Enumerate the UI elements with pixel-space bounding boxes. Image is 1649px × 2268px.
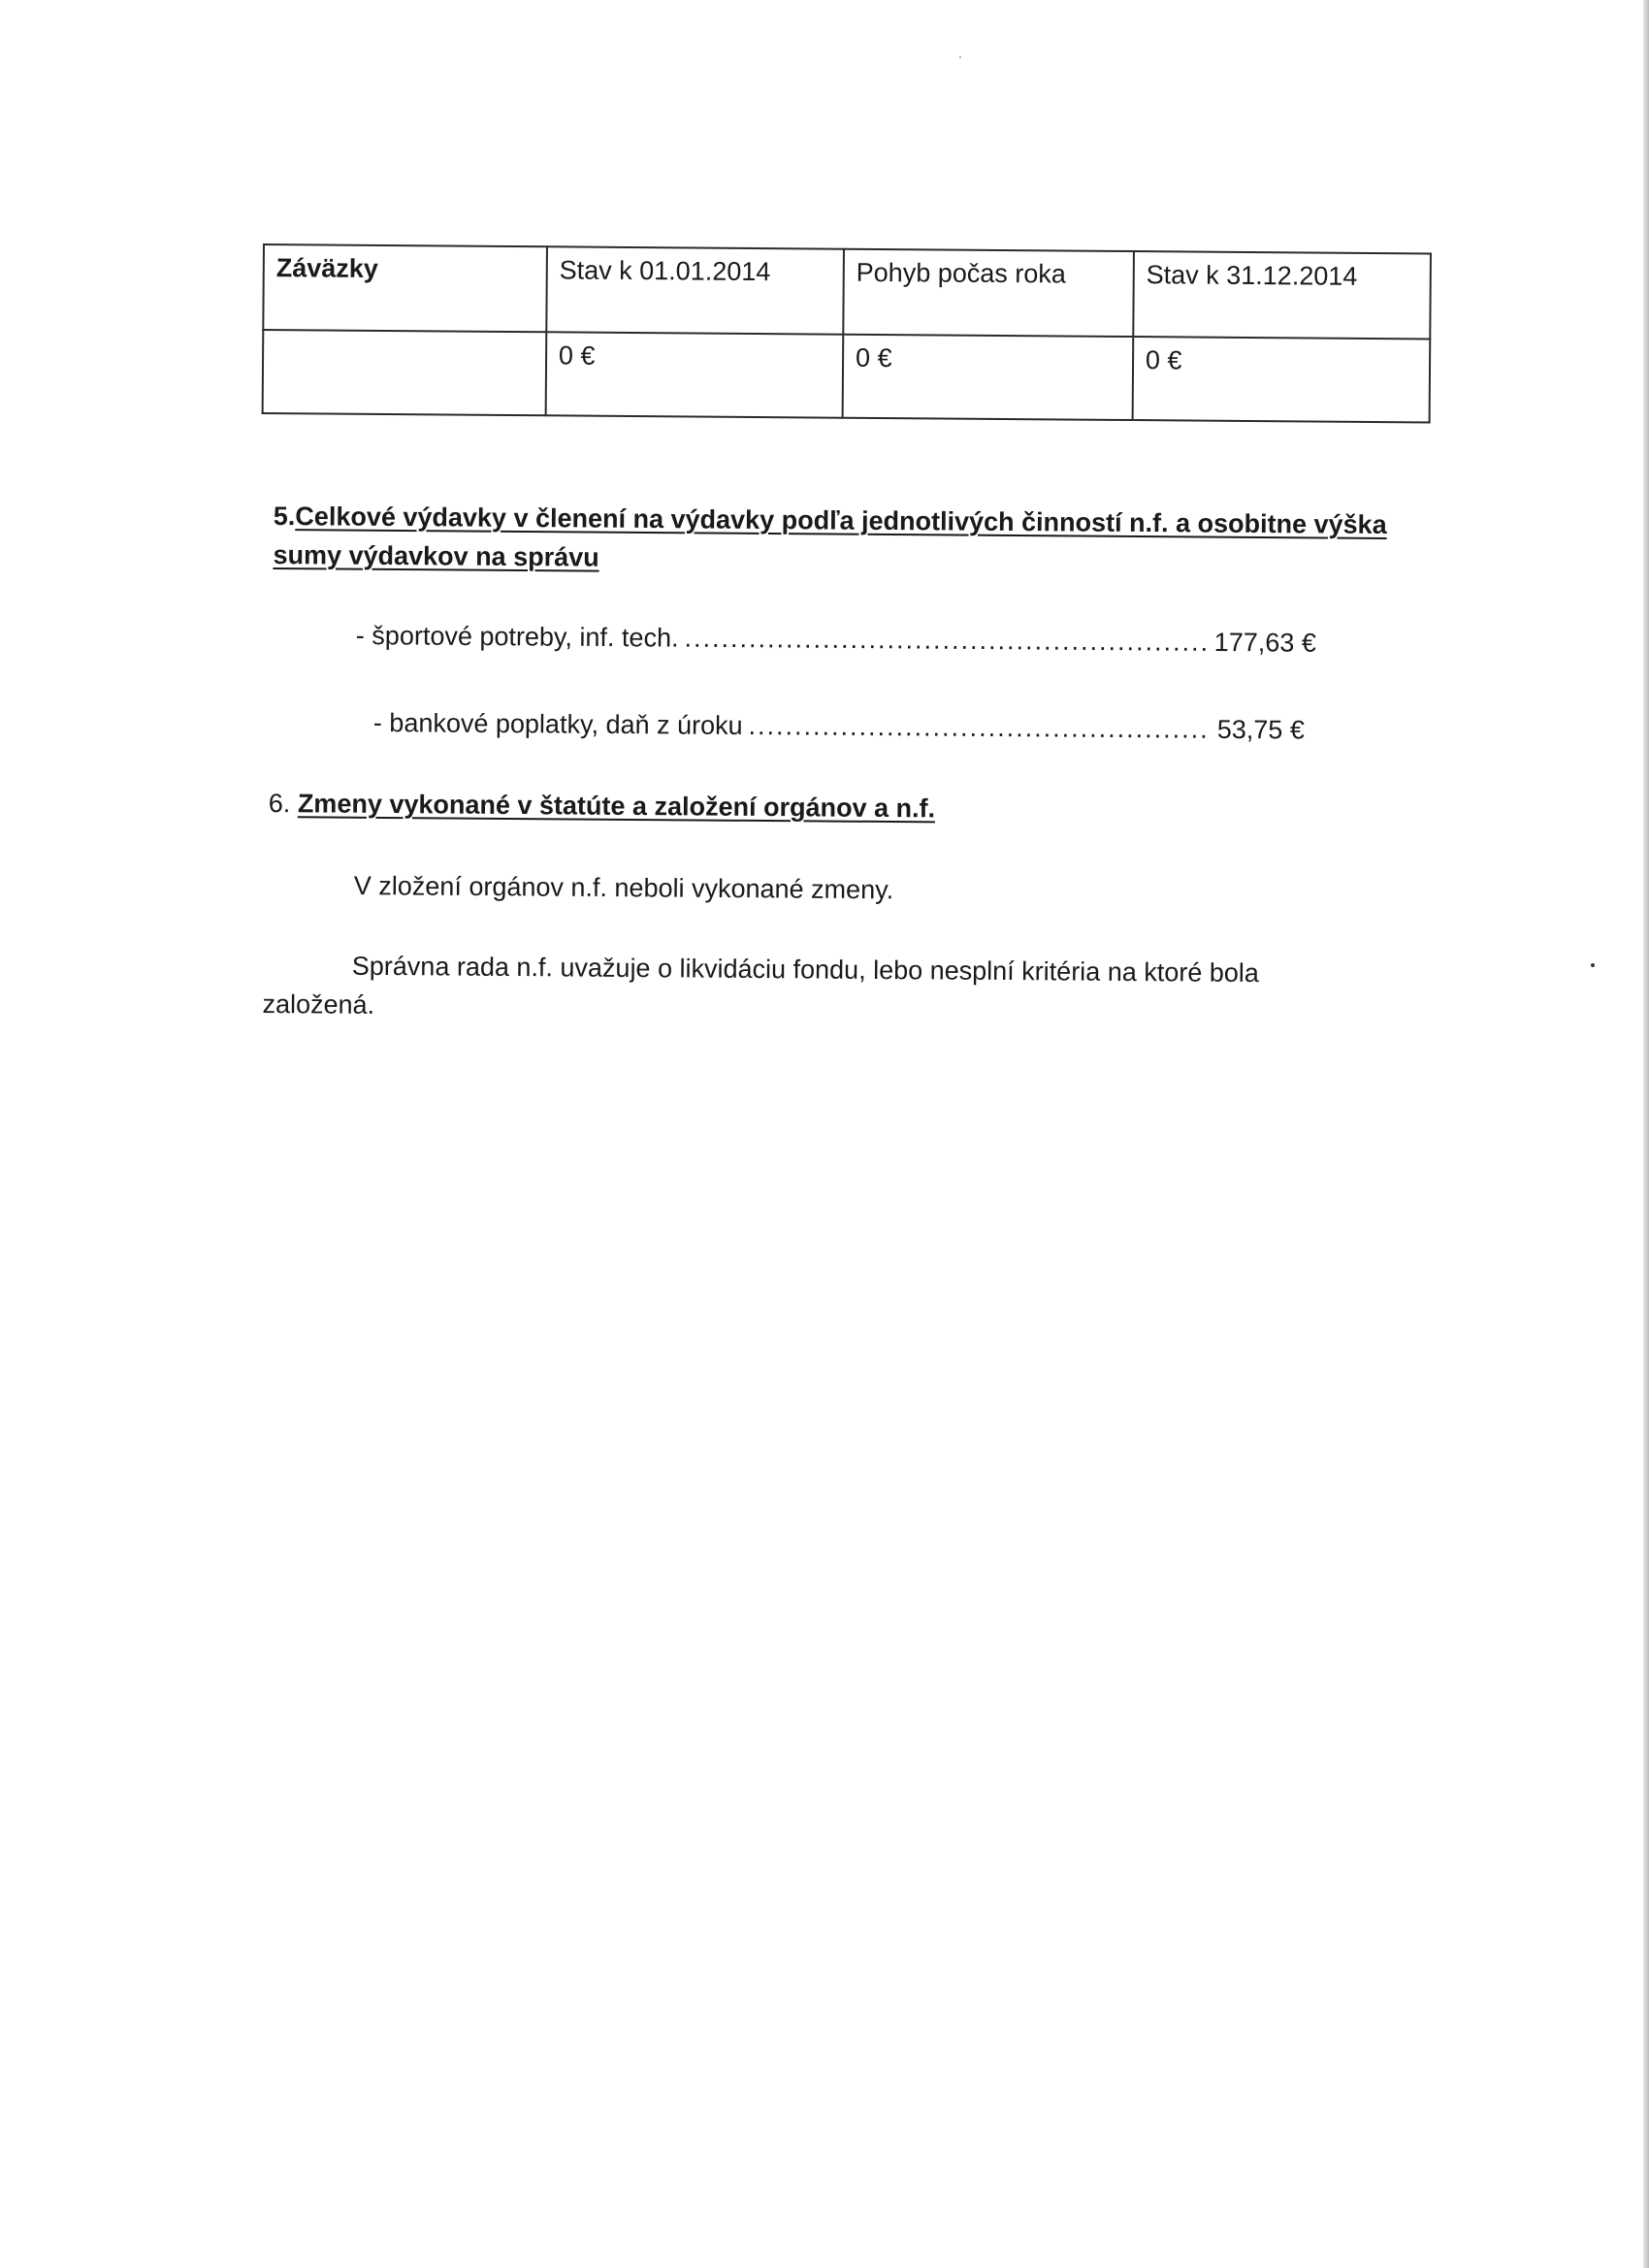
expense-amount: 177,63 €: [1213, 627, 1316, 658]
table-cell: 0 €: [843, 335, 1134, 420]
paragraph: V zložení orgánov n.f. neboli vykonané zmeny.: [353, 870, 894, 905]
section-6-heading: [269, 784, 1142, 829]
expense-label: - športové potreby, inf. tech.: [355, 621, 679, 653]
expense-item: [373, 708, 1305, 746]
expense-amount: 53,75 €: [1216, 714, 1305, 745]
dot-leader: [748, 711, 1211, 745]
scan-speck: [959, 56, 961, 58]
section-5-heading: [273, 497, 1408, 583]
table-cell: 0 €: [545, 332, 843, 417]
table-header-cell: Pohyb počas roka: [843, 249, 1134, 337]
table-cell: 0 €: [1133, 337, 1431, 422]
expense-item: [356, 621, 1316, 659]
table-header-cell: Záväzky: [263, 244, 547, 332]
table-header-row: [263, 244, 1431, 339]
section-title: Zmeny vykonané v štatúte a založení orgánov a n.f.: [297, 789, 936, 824]
expense-label: - bankové poplatky, daň z úroku: [372, 708, 743, 740]
liabilities-table: [262, 243, 1432, 423]
scan-speck: [1591, 963, 1595, 967]
table-header-cell: Stav k 01.01.2014: [546, 246, 844, 334]
section-number: 5.: [273, 501, 296, 532]
table-row: [263, 330, 1431, 422]
dot-leader: [684, 624, 1208, 658]
table-header-cell: Stav k 31.12.2014: [1133, 251, 1431, 339]
section-title: Celkové výdavky v členení na výdavky podľa jednotlivých činností n.f. a osobitne výška sumy výdavkov na správu: [273, 502, 1387, 572]
section-number: 6.: [268, 788, 291, 819]
scan-edge-shadow: [1643, 0, 1649, 2268]
paragraph: Správna rada n.f. uvažuje o likvidáciu fondu, lebo nesplní kritéria na ktoré bola založená.: [262, 951, 1259, 1020]
table-cell: [263, 330, 547, 415]
